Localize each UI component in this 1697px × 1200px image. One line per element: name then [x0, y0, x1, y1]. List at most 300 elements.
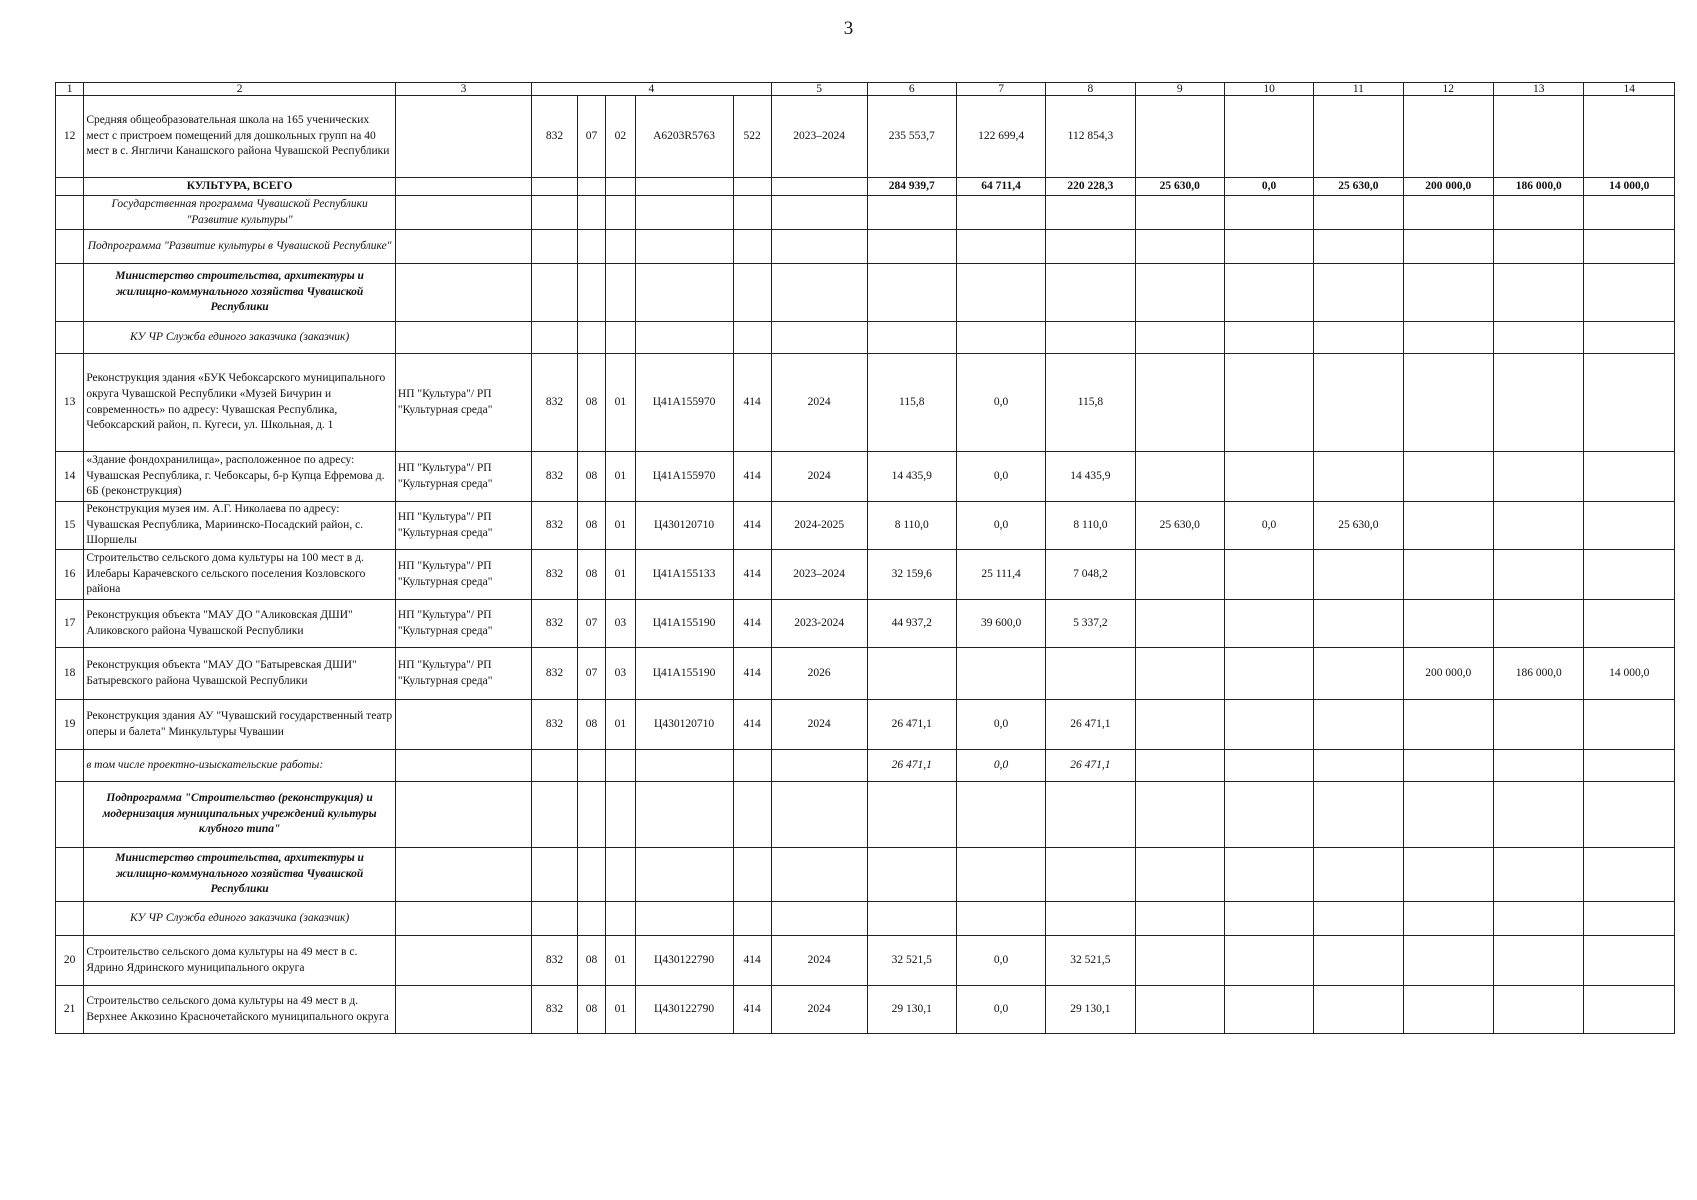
- value-c14: [1584, 502, 1675, 550]
- value-c9: [1135, 648, 1224, 700]
- empty-cell: [635, 196, 733, 230]
- value-c10: [1224, 96, 1313, 178]
- budget-code-grbs: 832: [532, 700, 578, 750]
- value-c7: 0,0: [956, 936, 1045, 986]
- value-c9: [1135, 986, 1224, 1034]
- budget-code-vr: 414: [733, 452, 771, 502]
- budget-code-rz: 08: [577, 986, 605, 1034]
- budget-code-grbs: 832: [532, 600, 578, 648]
- empty-cell: [733, 848, 771, 902]
- value-c12: 200 000,0: [1403, 648, 1493, 700]
- value-c12: [1403, 936, 1493, 986]
- value-period: 2024: [771, 936, 867, 986]
- empty-cell: [532, 848, 578, 902]
- table-row: [56, 600, 1675, 648]
- column-header: 7: [956, 83, 1045, 96]
- value-c9: [1135, 354, 1224, 452]
- empty-cell: [1224, 782, 1313, 848]
- value-c10: [1224, 452, 1313, 502]
- budget-code-csr: Ц430120710: [635, 700, 733, 750]
- subprogram-row: [56, 230, 1675, 264]
- ministry-row-label: Министерство строительства, архитектуры и жилищно-коммунального хозяйства Чувашской Республики: [84, 264, 396, 322]
- empty-cell: [635, 322, 733, 354]
- value-c7: 0,0: [956, 700, 1045, 750]
- value-c12: [1403, 986, 1493, 1034]
- empty-cell: [1314, 230, 1403, 264]
- value-c12: [1403, 354, 1493, 452]
- budget-code-vr: 414: [733, 600, 771, 648]
- value-c6: 8 110,0: [867, 502, 956, 550]
- budget-code-rz: 08: [577, 452, 605, 502]
- budget-code-pr: 01: [606, 502, 635, 550]
- budget-code-rz: 07: [577, 96, 605, 178]
- table-body: [56, 83, 1675, 1034]
- budget-code-pr: 01: [606, 550, 635, 600]
- value-c9: 25 630,0: [1135, 502, 1224, 550]
- budget-code-pr: 01: [606, 452, 635, 502]
- value-c8: 7 048,2: [1046, 550, 1135, 600]
- value-c8: 26 471,1: [1046, 700, 1135, 750]
- column-header: 14: [1584, 83, 1675, 96]
- empty-cell: [1584, 196, 1675, 230]
- empty-cell: [1314, 322, 1403, 354]
- empty-cell: [733, 902, 771, 936]
- empty-cell: [395, 848, 531, 902]
- value-c9: [1135, 96, 1224, 178]
- budget-code-csr: Ц41А155970: [635, 354, 733, 452]
- federal-project: НП "Культура"/ РП "Культурная среда": [395, 600, 531, 648]
- including-c8: 26 471,1: [1046, 750, 1135, 782]
- object-description: Реконструкция объекта "МАУ ДО "Аликовская ДШИ" Аликовского района Чувашской Республики: [84, 600, 396, 648]
- empty-cell: [1493, 750, 1583, 782]
- value-c7: 0,0: [956, 502, 1045, 550]
- row-number: 20: [56, 936, 84, 986]
- budget-code-pr: 03: [606, 600, 635, 648]
- table-row: [56, 648, 1675, 700]
- value-c8: 29 130,1: [1046, 986, 1135, 1034]
- empty-cell: [771, 178, 867, 196]
- empty-cell: [1046, 264, 1135, 322]
- row-number: 19: [56, 700, 84, 750]
- budget-code-vr: 414: [733, 502, 771, 550]
- empty-cell: [771, 196, 867, 230]
- budget-code-pr: 03: [606, 648, 635, 700]
- row-number: 16: [56, 550, 84, 600]
- empty-cell: [606, 230, 635, 264]
- empty-cell: [56, 322, 84, 354]
- empty-cell: [1493, 902, 1583, 936]
- value-c10: [1224, 648, 1313, 700]
- empty-cell: [577, 782, 605, 848]
- federal-project: [395, 96, 531, 178]
- column-header: 12: [1403, 83, 1493, 96]
- federal-project: НП "Культура"/ РП "Культурная среда": [395, 502, 531, 550]
- value-c13: [1493, 502, 1583, 550]
- ministry2-row: [56, 848, 1675, 902]
- empty-cell: [395, 902, 531, 936]
- empty-cell: [1403, 230, 1493, 264]
- empty-cell: [1135, 196, 1224, 230]
- budget-code-vr: 414: [733, 648, 771, 700]
- total-c7: 64 711,4: [956, 178, 1045, 196]
- budget-code-grbs: 832: [532, 550, 578, 600]
- empty-cell: [532, 264, 578, 322]
- value-c7: 0,0: [956, 452, 1045, 502]
- state-program-row-label: Государственная программа Чувашской Республики "Развитие культуры": [84, 196, 396, 230]
- empty-cell: [56, 750, 84, 782]
- empty-cell: [1584, 230, 1675, 264]
- total-c9: 25 630,0: [1135, 178, 1224, 196]
- value-c14: [1584, 452, 1675, 502]
- value-c13: [1493, 600, 1583, 648]
- empty-cell: [1584, 750, 1675, 782]
- empty-cell: [1046, 322, 1135, 354]
- value-c13: [1493, 452, 1583, 502]
- budget-code-csr: Ц41А155190: [635, 600, 733, 648]
- budget-code-pr: 01: [606, 986, 635, 1034]
- empty-cell: [1135, 782, 1224, 848]
- object-description: Строительство сельского дома культуры на 49 мест в с. Ядрино Ядринского муниципального округа: [84, 936, 396, 986]
- empty-cell: [635, 902, 733, 936]
- federal-project: НП "Культура"/ РП "Культурная среда": [395, 354, 531, 452]
- value-c14: [1584, 936, 1675, 986]
- column-header: 5: [771, 83, 867, 96]
- total-c8: 220 228,3: [1046, 178, 1135, 196]
- empty-cell: [771, 264, 867, 322]
- empty-cell: [733, 782, 771, 848]
- value-c14: [1584, 96, 1675, 178]
- empty-cell: [956, 902, 1045, 936]
- budget-code-csr: Ц430122790: [635, 986, 733, 1034]
- object-description: Средняя общеобразовательная школа на 165 ученических мест с пристроем помещений для дошкольных групп на 40 мест в с. Янгличи Канашского района Чувашской Республики: [84, 96, 396, 178]
- empty-cell: [771, 848, 867, 902]
- value-period: 2023-2024: [771, 600, 867, 648]
- budget-code-csr: Ц41А155190: [635, 648, 733, 700]
- empty-cell: [56, 848, 84, 902]
- empty-cell: [1135, 264, 1224, 322]
- empty-cell: [867, 196, 956, 230]
- empty-cell: [1403, 750, 1493, 782]
- value-c13: [1493, 354, 1583, 452]
- customer2-row: [56, 902, 1675, 936]
- value-period: 2023–2024: [771, 550, 867, 600]
- empty-cell: [1224, 264, 1313, 322]
- empty-cell: [1224, 196, 1313, 230]
- empty-cell: [606, 322, 635, 354]
- value-c7: 0,0: [956, 354, 1045, 452]
- budget-code-vr: 414: [733, 700, 771, 750]
- value-c8: 115,8: [1046, 354, 1135, 452]
- empty-cell: [577, 750, 605, 782]
- empty-cell: [1046, 782, 1135, 848]
- budget-code-vr: 414: [733, 936, 771, 986]
- budget-code-csr: Ц41А155133: [635, 550, 733, 600]
- empty-cell: [1314, 196, 1403, 230]
- page-number: 3: [843, 18, 854, 39]
- empty-cell: [577, 230, 605, 264]
- table-row: [56, 502, 1675, 550]
- empty-cell: [532, 322, 578, 354]
- federal-project: НП "Культура"/ РП "Культурная среда": [395, 550, 531, 600]
- value-c13: [1493, 700, 1583, 750]
- value-c6: 235 553,7: [867, 96, 956, 178]
- total-c10: 0,0: [1224, 178, 1313, 196]
- budget-code-pr: 02: [606, 96, 635, 178]
- total-c11: 25 630,0: [1314, 178, 1403, 196]
- empty-cell: [635, 230, 733, 264]
- empty-cell: [867, 230, 956, 264]
- value-c13: [1493, 550, 1583, 600]
- empty-cell: [1046, 848, 1135, 902]
- value-period: 2024: [771, 354, 867, 452]
- empty-cell: [1046, 196, 1135, 230]
- empty-cell: [956, 782, 1045, 848]
- empty-cell: [1224, 230, 1313, 264]
- total-c14: 14 000,0: [1584, 178, 1675, 196]
- column-header: 3: [395, 83, 531, 96]
- budget-code-pr: 01: [606, 354, 635, 452]
- value-c12: [1403, 700, 1493, 750]
- empty-cell: [867, 848, 956, 902]
- value-c12: [1403, 96, 1493, 178]
- empty-cell: [1493, 322, 1583, 354]
- empty-cell: [1314, 264, 1403, 322]
- column-header: 4: [532, 83, 772, 96]
- column-number-row: [56, 83, 1675, 96]
- value-c6: [867, 648, 956, 700]
- empty-cell: [577, 848, 605, 902]
- empty-cell: [1403, 848, 1493, 902]
- value-c9: [1135, 700, 1224, 750]
- value-c11: [1314, 936, 1403, 986]
- federal-project: НП "Культура"/ РП "Культурная среда": [395, 648, 531, 700]
- value-c6: 32 521,5: [867, 936, 956, 986]
- empty-cell: [532, 902, 578, 936]
- empty-cell: [395, 178, 531, 196]
- value-c6: 44 937,2: [867, 600, 956, 648]
- budget-code-vr: 414: [733, 550, 771, 600]
- empty-cell: [733, 196, 771, 230]
- empty-cell: [1584, 902, 1675, 936]
- value-c6: 26 471,1: [867, 700, 956, 750]
- object-description: «Здание фондохранилища», расположенное по адресу: Чувашская Республика, г. Чебоксары, б-р Купца Ефремова д. 6Б (реконструкция): [84, 452, 396, 502]
- row-number: 15: [56, 502, 84, 550]
- empty-cell: [771, 902, 867, 936]
- budget-table: [55, 82, 1675, 1034]
- value-c10: [1224, 600, 1313, 648]
- empty-cell: [867, 902, 956, 936]
- empty-cell: [733, 178, 771, 196]
- empty-cell: [771, 322, 867, 354]
- ministry2-row-label: Министерство строительства, архитектуры и жилищно-коммунального хозяйства Чувашской Республики: [84, 848, 396, 902]
- empty-cell: [635, 264, 733, 322]
- budget-code-grbs: 832: [532, 648, 578, 700]
- budget-code-grbs: 832: [532, 502, 578, 550]
- table-row: [56, 550, 1675, 600]
- federal-project: [395, 700, 531, 750]
- value-c11: [1314, 550, 1403, 600]
- empty-cell: [577, 902, 605, 936]
- value-c11: [1314, 96, 1403, 178]
- value-c11: [1314, 986, 1403, 1034]
- empty-cell: [956, 264, 1045, 322]
- value-c12: [1403, 550, 1493, 600]
- subprogram2-row: [56, 782, 1675, 848]
- budget-code-vr: 522: [733, 96, 771, 178]
- value-c11: [1314, 648, 1403, 700]
- customer2-row-label: КУ ЧР Служба единого заказчика (заказчик): [84, 902, 396, 936]
- empty-cell: [1403, 902, 1493, 936]
- value-c14: [1584, 700, 1675, 750]
- value-c9: [1135, 936, 1224, 986]
- table-row: [56, 452, 1675, 502]
- budget-code-grbs: 832: [532, 354, 578, 452]
- empty-cell: [1584, 264, 1675, 322]
- value-period: 2024: [771, 986, 867, 1034]
- empty-cell: [1493, 196, 1583, 230]
- column-header: 1: [56, 83, 84, 96]
- empty-cell: [1584, 782, 1675, 848]
- empty-cell: [395, 196, 531, 230]
- value-c11: 25 630,0: [1314, 502, 1403, 550]
- budget-code-csr: Ц430122790: [635, 936, 733, 986]
- empty-cell: [1135, 322, 1224, 354]
- row-number: 13: [56, 354, 84, 452]
- empty-cell: [532, 196, 578, 230]
- empty-cell: [733, 750, 771, 782]
- value-c10: [1224, 354, 1313, 452]
- budget-code-grbs: 832: [532, 96, 578, 178]
- value-c13: [1493, 986, 1583, 1034]
- budget-code-rz: 08: [577, 550, 605, 600]
- total-c12: 200 000,0: [1403, 178, 1493, 196]
- empty-cell: [606, 750, 635, 782]
- value-c14: [1584, 550, 1675, 600]
- empty-cell: [635, 782, 733, 848]
- value-c11: [1314, 354, 1403, 452]
- empty-cell: [1584, 322, 1675, 354]
- empty-cell: [606, 264, 635, 322]
- empty-cell: [395, 322, 531, 354]
- federal-project: [395, 936, 531, 986]
- empty-cell: [1135, 902, 1224, 936]
- total-c13: 186 000,0: [1493, 178, 1583, 196]
- value-c12: [1403, 452, 1493, 502]
- empty-cell: [532, 782, 578, 848]
- row-number: 14: [56, 452, 84, 502]
- empty-cell: [1046, 230, 1135, 264]
- column-header: 6: [867, 83, 956, 96]
- value-period: 2024: [771, 700, 867, 750]
- empty-cell: [532, 230, 578, 264]
- empty-cell: [733, 322, 771, 354]
- budget-code-grbs: 832: [532, 936, 578, 986]
- empty-cell: [577, 264, 605, 322]
- empty-cell: [1584, 848, 1675, 902]
- including-design-label: в том числе проектно-изыскательские работы:: [84, 750, 396, 782]
- column-header: 2: [84, 83, 396, 96]
- column-header: 8: [1046, 83, 1135, 96]
- value-c13: [1493, 96, 1583, 178]
- column-header: 13: [1493, 83, 1583, 96]
- empty-cell: [635, 750, 733, 782]
- empty-cell: [1135, 848, 1224, 902]
- budget-code-csr: Ц41А155970: [635, 452, 733, 502]
- value-c8: 112 854,3: [1046, 96, 1135, 178]
- column-header: 9: [1135, 83, 1224, 96]
- value-c6: 14 435,9: [867, 452, 956, 502]
- total-c6: 284 939,7: [867, 178, 956, 196]
- value-c8: 5 337,2: [1046, 600, 1135, 648]
- row-number: 21: [56, 986, 84, 1034]
- value-c7: 25 111,4: [956, 550, 1045, 600]
- value-c14: [1584, 986, 1675, 1034]
- empty-cell: [733, 264, 771, 322]
- including-c7: 0,0: [956, 750, 1045, 782]
- value-c7: 39 600,0: [956, 600, 1045, 648]
- empty-cell: [1403, 264, 1493, 322]
- value-c8: 14 435,9: [1046, 452, 1135, 502]
- object-description: Реконструкция музея им. А.Г. Николаева по адресу: Чувашская Республика, Мариинско-Посадский район, с. Шоршелы: [84, 502, 396, 550]
- value-c9: [1135, 550, 1224, 600]
- total-label: КУЛЬТУРА, ВСЕГО: [84, 178, 396, 196]
- value-c6: 29 130,1: [867, 986, 956, 1034]
- empty-cell: [1493, 782, 1583, 848]
- ministry-row: [56, 264, 1675, 322]
- value-c10: [1224, 700, 1313, 750]
- empty-cell: [1493, 230, 1583, 264]
- empty-cell: [867, 782, 956, 848]
- empty-cell: [395, 264, 531, 322]
- empty-cell: [956, 848, 1045, 902]
- empty-cell: [635, 848, 733, 902]
- value-c13: [1493, 936, 1583, 986]
- budget-code-pr: 01: [606, 936, 635, 986]
- budget-code-rz: 08: [577, 936, 605, 986]
- value-c11: [1314, 452, 1403, 502]
- empty-cell: [395, 230, 531, 264]
- empty-cell: [1314, 848, 1403, 902]
- state-program-row: [56, 196, 1675, 230]
- value-c8: [1046, 648, 1135, 700]
- row-number: 18: [56, 648, 84, 700]
- empty-cell: [867, 322, 956, 354]
- empty-cell: [56, 264, 84, 322]
- value-c7: [956, 648, 1045, 700]
- empty-cell: [606, 848, 635, 902]
- empty-cell: [395, 782, 531, 848]
- empty-cell: [606, 178, 635, 196]
- empty-cell: [1314, 750, 1403, 782]
- subprogram2-row-label: Подпрограмма "Строительство (реконструкция) и модернизация муниципальных учреждений культуры клубного типа": [84, 782, 396, 848]
- including-c6: 26 471,1: [867, 750, 956, 782]
- budget-code-vr: 414: [733, 986, 771, 1034]
- value-c10: 0,0: [1224, 502, 1313, 550]
- customer-row-label: КУ ЧР Служба единого заказчика (заказчик): [84, 322, 396, 354]
- value-c8: 32 521,5: [1046, 936, 1135, 986]
- including-design-row: [56, 750, 1675, 782]
- empty-cell: [733, 230, 771, 264]
- budget-code-rz: 07: [577, 648, 605, 700]
- empty-cell: [771, 230, 867, 264]
- empty-cell: [1224, 750, 1313, 782]
- table-row: [56, 96, 1675, 178]
- empty-cell: [577, 178, 605, 196]
- table-row: [56, 700, 1675, 750]
- empty-cell: [606, 782, 635, 848]
- value-c9: [1135, 452, 1224, 502]
- value-c14: [1584, 600, 1675, 648]
